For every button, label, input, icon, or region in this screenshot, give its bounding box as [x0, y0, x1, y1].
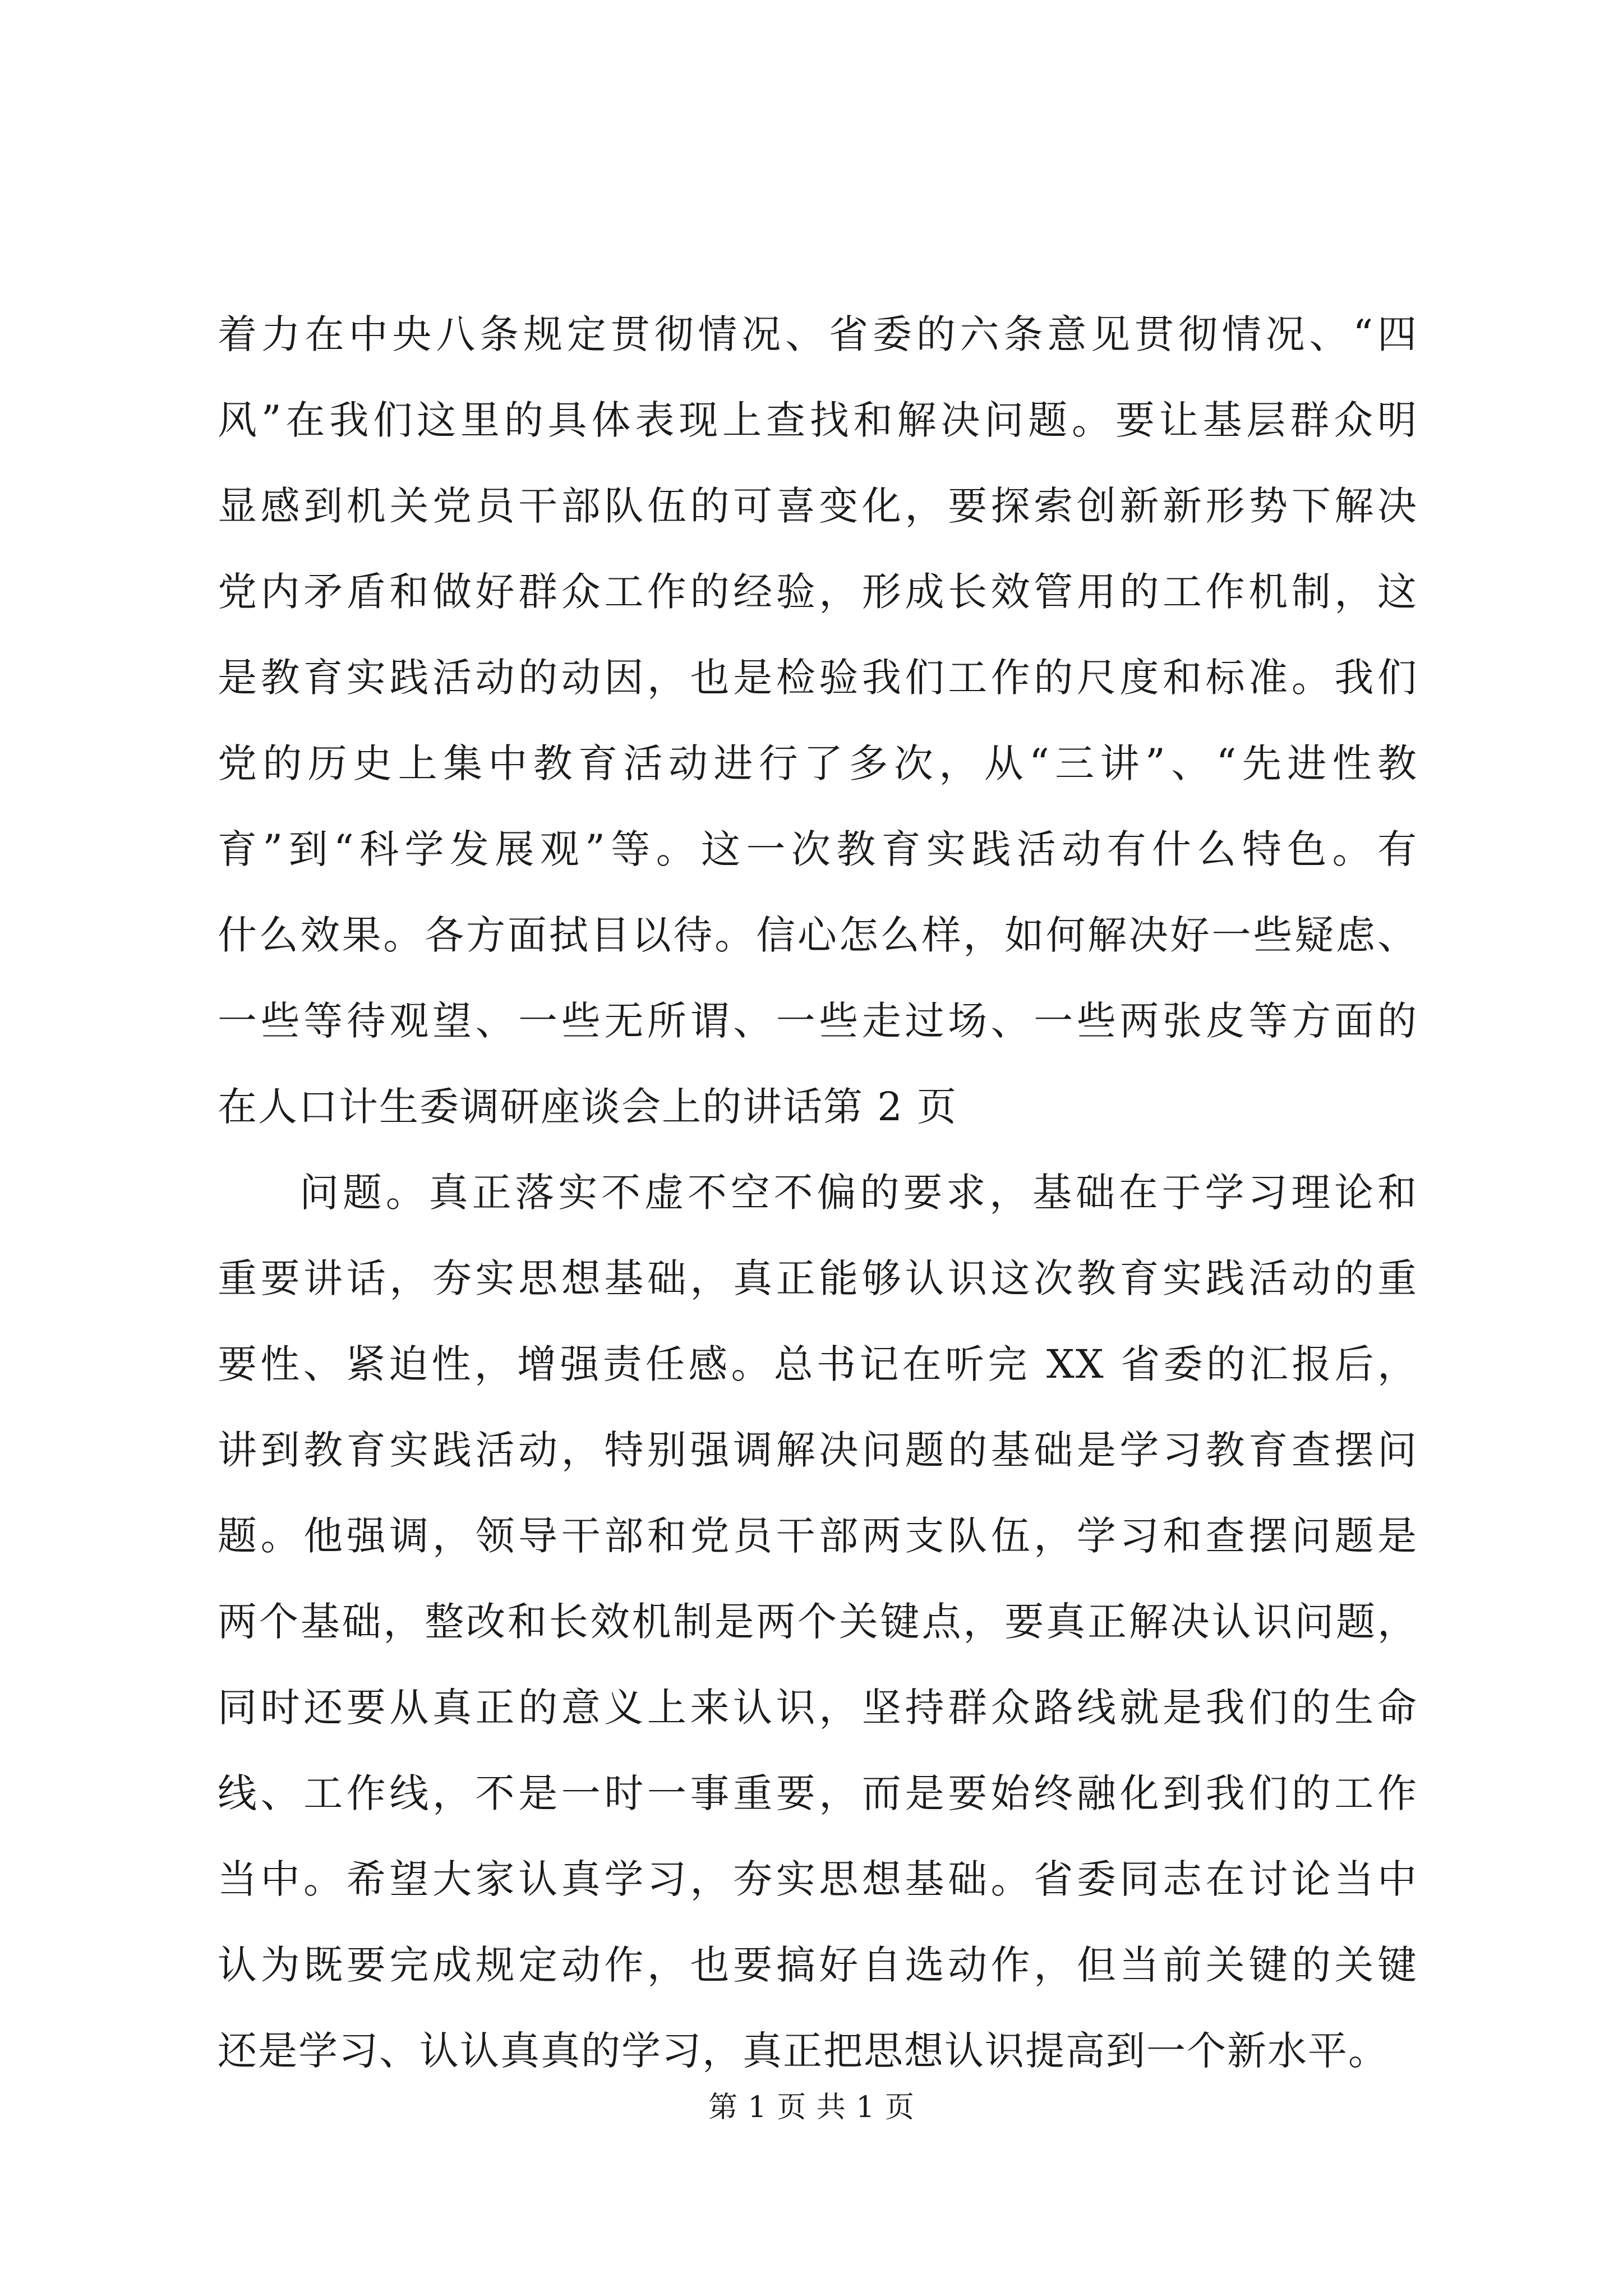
text-line: 认为既要完成规定动作，也要搞好自选动作，但当前关键的关键 [218, 1942, 1418, 1988]
text-line: 要性、紧迫性，增强责任感。总书记在听完 XX 省委的汇报后， [218, 1341, 1418, 1387]
text-line: 育”到“科学发展观”等。这一次教育实践活动有什么特色。有 [218, 826, 1418, 872]
text-line: 党的历史上集中教育活动进行了多次，从“三讲”、“先进性教 [218, 740, 1418, 786]
text-line: 线、工作线，不是一时一事重要，而是要始终融化到我们的工作 [218, 1770, 1418, 1816]
text-line: 是教育实践活动的动因，也是检验我们工作的尺度和标准。我们 [218, 655, 1418, 701]
text-line: 讲到教育实践活动，特别强调解决问题的基础是学习教育查摆问 [218, 1427, 1418, 1473]
document-body [218, 292, 1418, 2094]
text-line: 当中。希望大家认真学习，夯实思想基础。省委同志在讨论当中 [218, 1856, 1418, 1902]
text-line: 显感到机关党员干部队伍的可喜变化，要探索创新新形势下解决 [218, 483, 1418, 529]
text-line: 题。他强调，领导干部和党员干部两支队伍，学习和查摆问题是 [218, 1513, 1418, 1559]
text-line: 着力在中央八条规定贯彻情况、省委的六条意见贯彻情况、“四 [218, 311, 1418, 357]
text-line: 问题。真正落实不虚不空不偏的要求，基础在于学习理论和 [299, 1170, 1418, 1216]
text-line: 重要讲话，夯实思想基础，真正能够认识这次教育实践活动的重 [218, 1255, 1418, 1301]
text-line: 两个基础，整改和长效机制是两个关键点，要真正解决认识问题， [218, 1599, 1418, 1645]
page-continuation-heading: 在人口计生委调研座谈会上的讲话第 2 页 [218, 1084, 958, 1130]
text-line: 一些等待观望、一些无所谓、一些走过场、一些两张皮等方面的 [218, 998, 1418, 1044]
text-line: 同时还要从真正的意义上来认识，坚持群众路线就是我们的生命 [218, 1685, 1418, 1731]
text-line: 还是学习、认认真真的学习，真正把思想认识提高到一个新水平。 [218, 2028, 1389, 2074]
text-line: 什么效果。各方面拭目以待。信心怎么样，如何解决好一些疑虑、 [218, 912, 1418, 958]
text-line: 风”在我们这里的具体表现上查找和解决问题。要让基层群众明 [218, 397, 1418, 443]
text-line: 党内矛盾和做好群众工作的经验，形成长效管用的工作机制，这 [218, 569, 1418, 615]
page-footer: 第 1 页 共 1 页 [708, 2091, 915, 2124]
